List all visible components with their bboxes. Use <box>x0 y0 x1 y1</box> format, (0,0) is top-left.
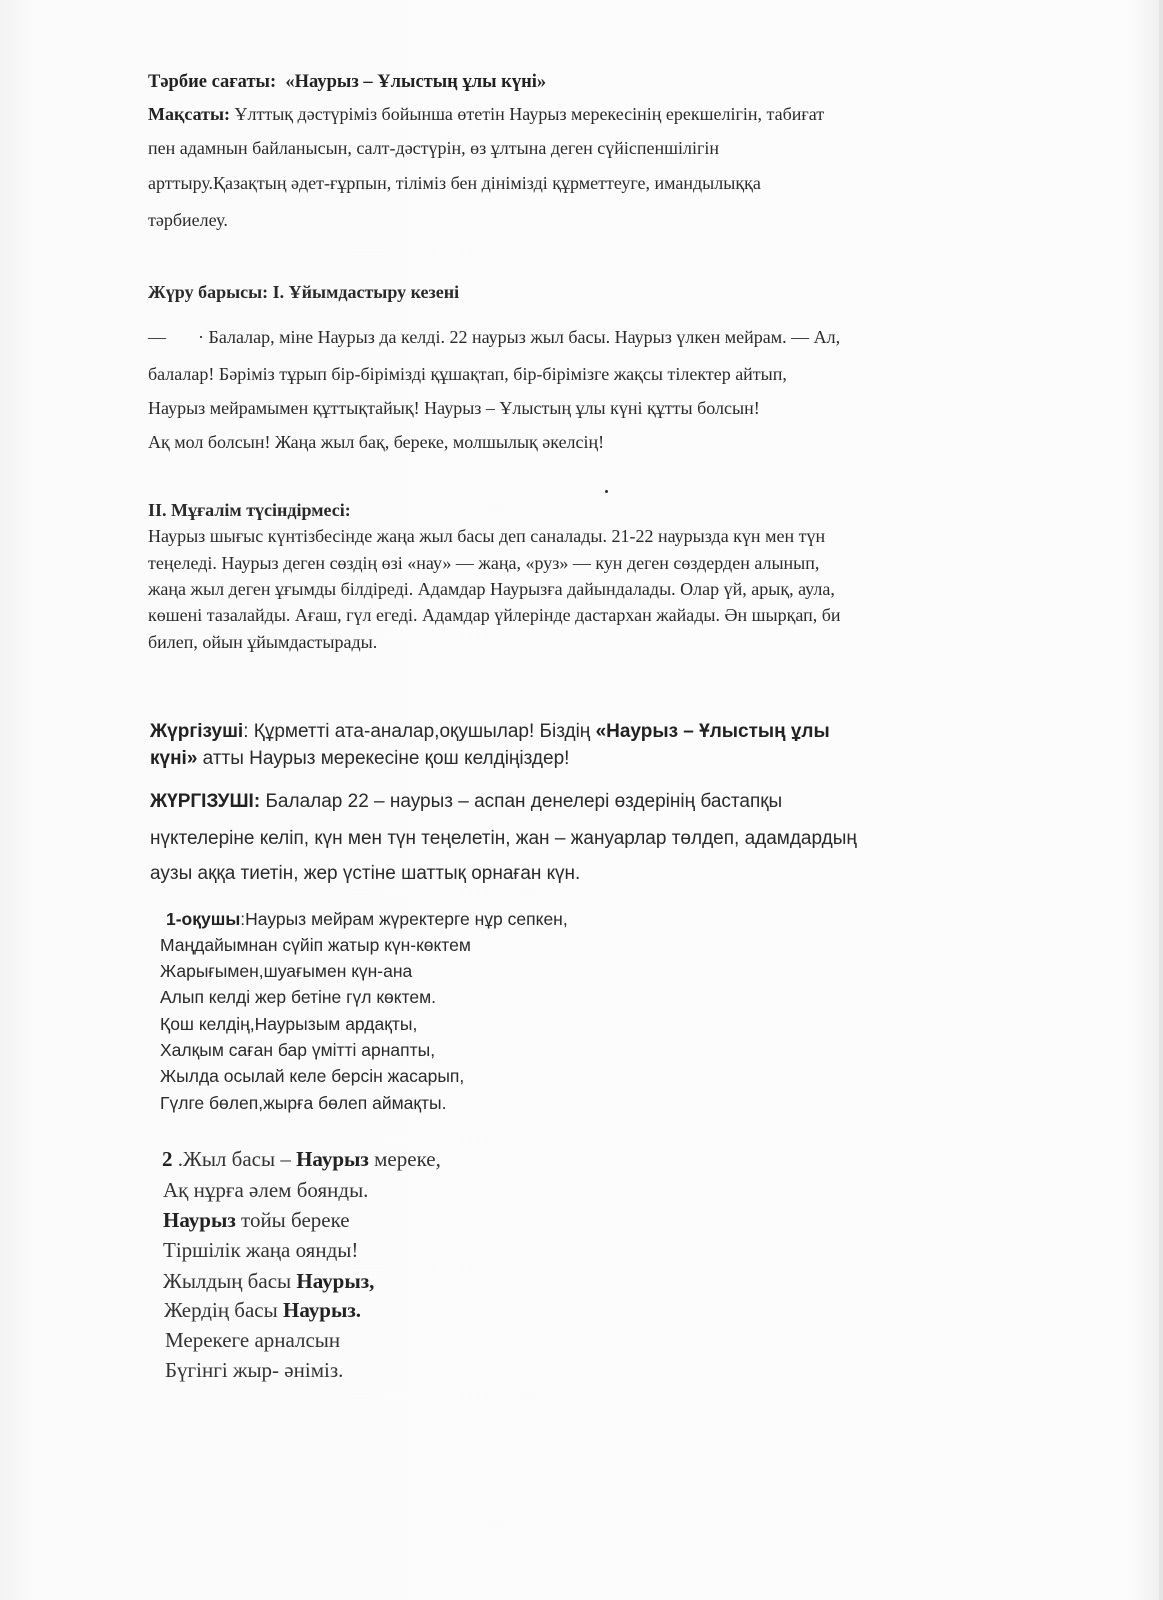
poem2-text: Жылдың басы <box>163 1269 297 1293</box>
poem2-bold: Наурыз, <box>296 1269 375 1293</box>
section2-line-3: жаңа жыл деген ұғымды білдіреді. Адамдар Наурызға дайындалады. Олар үй, арық, аула, <box>148 579 835 599</box>
host1-line-1 <box>150 721 830 743</box>
host2-line-3: аузы аққа тиетін, жер үстіне шаттық орнаған күн. <box>150 863 581 884</box>
goal-label: Мақсаты: <box>148 104 230 124</box>
page-title <box>148 72 546 93</box>
title-text: «Наурыз – Ұлыстың ұлы күні» <box>285 72 547 92</box>
goal-line-2: пен адамнын байланысын, салт-дәстүрін, өз ұлтына деген сүйіспеншілігін <box>148 138 719 158</box>
host2-line-2: нүктелеріне келіп, күн мен түн теңелетін, жан – жануарлар төлдеп, адамдардың <box>150 828 857 849</box>
host2-line-1 <box>150 791 782 813</box>
poem2-line-7: Мерекеге арналсын <box>165 1328 341 1352</box>
page-edge <box>1159 0 1163 1600</box>
poem2-text: .Жыл басы – <box>172 1147 297 1171</box>
poem1-line-5: Қош келдің,Наурызым ардақты, <box>160 1014 418 1034</box>
section1-line-3: Наурыз мейрамымен құттықтайық! Наурыз – Ұлыстың ұлы күні құтты болсын! <box>148 398 760 418</box>
poem1-label: 1-оқушы <box>166 909 241 929</box>
host1-line-2 <box>150 748 569 770</box>
poem2-line-8: Бүгінгі жыр- әніміз. <box>165 1358 344 1382</box>
host1-bold: «Наурыз – Ұлыстың ұлы <box>595 721 830 742</box>
poem2-bold: Наурыз. <box>283 1298 362 1322</box>
poem1-line-4: Алып келді жер бетіне гүл көктем. <box>160 987 437 1007</box>
host1-bold-2: күні» <box>150 748 198 769</box>
poem2-line-3 <box>163 1208 350 1233</box>
section2-heading: ІІ. Мұғалім түсіндірмесі: <box>148 500 351 520</box>
poem2-line-6 <box>164 1298 361 1323</box>
poem2-line-2: Ақ нұрға әлем боянды. <box>163 1178 369 1202</box>
goal-line-3: арттыру.Қазақтың әдет-ғұрпын, тіліміз бен дінімізді құрметтеуге, имандылыққа <box>148 173 761 193</box>
goal-text: Ұлттық дәстүріміз бойынша өтетін Наурыз мерекесінің ерекшелігін, табиғат <box>234 104 825 124</box>
section1-heading: Жүру барысы: І. Ұйымдастыру кезені <box>148 282 460 302</box>
poem2-bold: Наурыз <box>296 1147 369 1171</box>
section2-line-1: Наурыз шығыс күнтізбесінде жаңа жыл басы деп саналады. 21-22 наурызда күн мен түн <box>148 526 826 546</box>
host1-label: Жүргізуші <box>150 721 244 742</box>
scan-speck <box>605 490 608 493</box>
poem1-line-7: Жылда осылай келе берсін жасарып, <box>160 1066 465 1086</box>
poem1-line-2: Маңдайымнан сүйіп жатыр күн-көктем <box>160 935 471 955</box>
poem2-line-4: Тіршілік жаңа оянды! <box>163 1238 359 1262</box>
poem2-bold: Наурыз <box>163 1208 236 1232</box>
poem2-text: тойы береке <box>235 1208 350 1232</box>
host2-label: ЖҮРГІЗУШІ: <box>150 791 261 812</box>
section2-line-2: теңеледі. Наурыз деген сөздің өзі «нау» — жаңа, «руз» — кун деген сөздерден алынып, <box>148 553 820 573</box>
poem2-text: мереке, <box>368 1147 441 1171</box>
poem1-first: :Наурыз мейрам жүректерге нұр сепкен, <box>240 909 568 929</box>
poem2-line-1 <box>162 1147 441 1172</box>
section1-line-4: Ақ мол болсын! Жаңа жыл бақ, береке, молшылық әкелсің! <box>148 432 605 452</box>
poem2-text: Жердің басы <box>164 1298 283 1322</box>
section2-line-5: билеп, ойын ұйымдастырады. <box>148 632 378 652</box>
section1-line-2: балалар! Бәріміз тұрып бір-бірімізді құшақтап, бір-бірімізге жақсы тілектер айтып, <box>148 364 787 384</box>
poem2-number: 2 <box>162 1147 173 1171</box>
host2-text: Балалар 22 – наурыз – аспан денелері өздерінің бастапқы <box>260 791 783 812</box>
goal-line-1 <box>148 104 824 125</box>
host1-text-2: атты Наурыз мерекесіне қош келдіңіздер! <box>197 748 570 769</box>
section1-line-1: · Балалар, міне Наурыз да келді. 22 наурыз жыл басы. Наурыз үлкен мейрам. — Ал, <box>198 327 841 347</box>
poem1-line-1 <box>166 909 568 930</box>
poem2-line-5 <box>163 1269 374 1294</box>
section1-dash: — <box>148 327 166 347</box>
section2-line-4: көшені тазалайды. Ағаш, гүл егеді. Адамдар үйлерінде дастархан жайады. Ән шырқап, би <box>148 605 841 625</box>
poem1-line-6: Халқым саған бар үмітті арнапты, <box>160 1040 436 1060</box>
host1-text: : Құрметті ата-аналар,оқушылар! Біздің <box>243 721 596 742</box>
poem1-line-3: Жарығымен,шуағымен күн-ана <box>160 961 413 981</box>
poem1-line-8: Гүлге бөлеп,жырға бөлеп аймақты. <box>160 1093 447 1113</box>
goal-line-4: тәрбиелеу. <box>148 210 228 230</box>
title-label: Тәрбие сағаты: <box>148 72 277 92</box>
